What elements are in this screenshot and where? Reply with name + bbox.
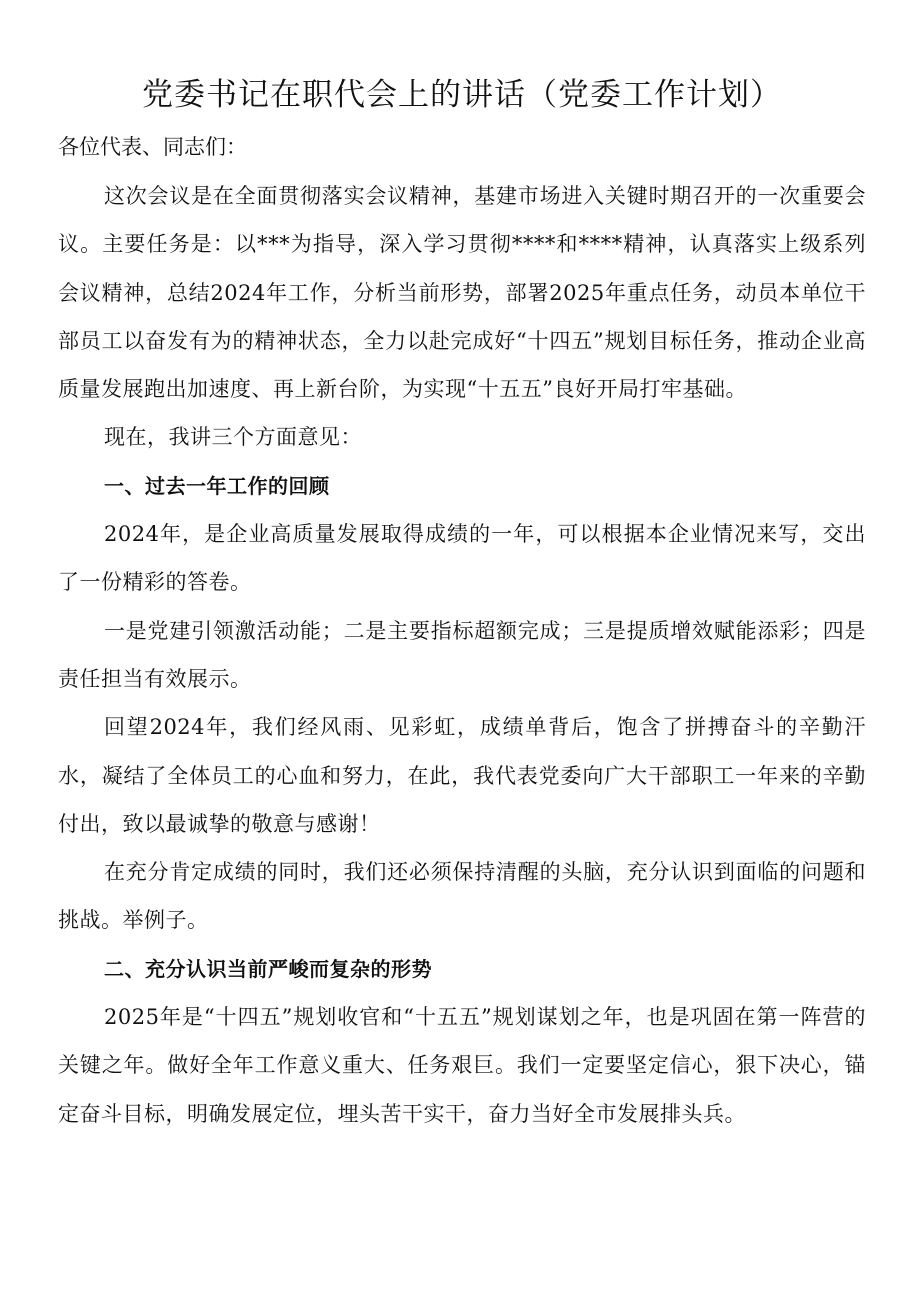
document-page bbox=[58, 70, 866, 1138]
section-heading-review: 一、过去一年工作的回顾 bbox=[104, 473, 330, 498]
document-title: 党委书记在职代会上的讲话（党委工作计划） bbox=[142, 77, 782, 113]
paragraph-2024-summary: 2024年，是企业高质量发展取得成绩的一年，可以根据本企业情况来写，交出了一份精彩的答卷。 bbox=[58, 522, 866, 595]
paragraph-intro: 这次会议是在全面贯彻落实会议精神，基建市场进入关键时期召开的一次重要会议。主要任务是：以***为指导，深入学习贯彻****和****精神，认真落实上级系列会议精神，总结2024年工作，分析当前形势，部署2025年重点任务，动员本单位干部员工以奋发有为的精神状态，全力以赴完成好“十四五”规划目标任务，推动企业高质量发展跑出加速度、再上新台阶，为实现“十五五”良好开局打牢基础。 bbox=[58, 184, 866, 402]
paragraph-challenges: 在充分肯定成绩的同时，我们还必须保持清醒的头脑，充分认识到面临的问题和挑战。举例子。 bbox=[58, 860, 866, 933]
paragraph-outline: 现在，我讲三个方面意见： bbox=[104, 425, 362, 450]
salutation: 各位代表、同志们： bbox=[58, 135, 247, 159]
paragraph-thanks: 回望2024年，我们经风雨、见彩虹，成绩单背后，饱含了拼搏奋斗的辛勤汗水，凝结了全体员工的心血和努力，在此，我代表党委向广大干部职工一年来的辛勤付出，致以最诚挚的敬意与感谢！ bbox=[58, 715, 866, 836]
section-heading-situation: 二、充分认识当前严峻而复杂的形势 bbox=[104, 956, 432, 981]
paragraph-2025-outlook: 2025年是“十四五”规划收官和“十五五”规划谋划之年，也是巩固在第一阵营的关键之年。做好全年工作意义重大、任务艰巨。我们一定要坚定信心，狠下决心，锚定奋斗目标，明确发展定位，埋头苦干实干，奋力当好全市发展排头兵。 bbox=[58, 1005, 866, 1126]
paragraph-achievements: 一是党建引领激活动能；二是主要指标超额完成；三是提质增效赋能添彩；四是责任担当有效展示。 bbox=[58, 618, 866, 691]
